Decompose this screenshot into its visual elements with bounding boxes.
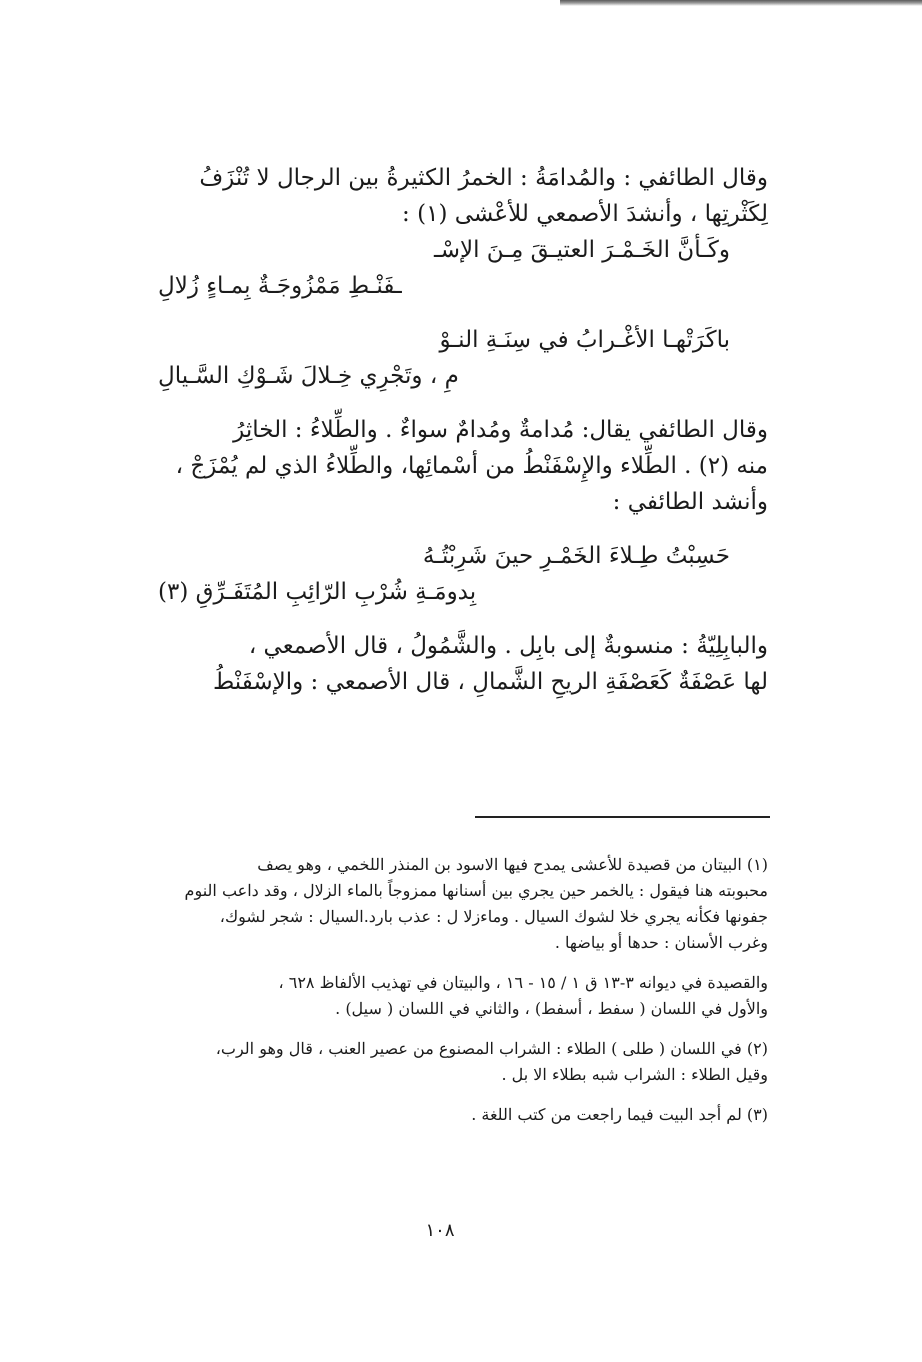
verse-hemistich: مِ ، وتَجْرِي خِـلالَ شَـوْكِ السَّـيالِ	[158, 363, 459, 389]
footnotes	[150, 852, 768, 1128]
main-text	[150, 160, 768, 700]
footnote-separator	[475, 816, 770, 818]
footnote-line: جفونها فكأنه يجري خلا لشوك السيال . وماءزلا ل : عذب بارد.السيال : شجر لشوك،	[219, 907, 768, 926]
footnote-line: (١) البيتان من قصيدة للأعشى يمدح فيها الاسود بن المنذر اللخمي ، وهو يصف	[257, 855, 768, 874]
footnote-line: وقيل الطلاء : الشراب شبه بطلاء الا بل .	[501, 1065, 768, 1084]
text-line: وقال الطائفي يقال: مُدامةٌ ومُدامٌ سواءٌ . والطِّلاءُ : الخاثِرُ	[233, 417, 768, 443]
verse-hemistich: ـفَنْـطِ مَمْزُوجَـةٌ بِمـاءٍ زُلالِ	[158, 273, 402, 299]
text-line: لِكَثْرتِها ، وأنشدَ الأصمعي للأعْشى (١) :	[402, 201, 768, 227]
footnote-line: محبوبته هنا فيقول : يالخمر حين يجري بين أسنانها ممزوجاً بالماء الزلال ، وقد داعب النوم	[184, 881, 768, 900]
text-line: وأنشد الطائفي :	[612, 489, 768, 515]
verse-hemistich: حَسِبْتُ طِـلاءَ الخَمْـرِ حينَ شَرِبْتُـهُ	[422, 543, 730, 569]
footnote-line: والأول في اللسان ( سفط ، أسفط) ، والثاني في اللسان ( سيل) .	[335, 999, 768, 1018]
footnote-line: (٢) في اللسان ( طلى ) الطلاء : الشراب المصنوع من عصير العنب ، قال وهو الرب،	[215, 1039, 768, 1058]
text-line: وقال الطائفي : والمُدامَةُ : الخمرُ الكثيرةُ بين الرجال لا تُنْزَفُ	[199, 165, 768, 191]
footnote-line: (٣) لم أجد البيت فيما راجعت من كتب اللغة .	[471, 1105, 768, 1124]
text-line: منه (٢) . الطِّلاء والإِسْفَنْطُ من أسْمائِها، والطِّلاءُ الذي لم يُمْزَجْ ،	[175, 453, 768, 479]
verse-hemistich: باكَرَتْهـا الأغْـرابُ في سِنَـةِ النـوْ	[439, 327, 730, 353]
verse-hemistich: بِدومَـةِ شُرْبِ الرّائِبِ المُتَفَـرِّقِ (٣)	[158, 579, 477, 605]
text-line: لها عَصْفَةٌ كَعَصْفَةِ الريحِ الشَّمالِ ، قال الأصمعي : والإسْفَنْطُ	[212, 669, 768, 695]
footnote-line: وغرب الأسنان : حدها أو بياضها .	[554, 933, 768, 952]
verse-hemistich: وكَـأنَّ الخَـمْـرَ العتيـقَ مِـنَ الإسْـ	[433, 237, 730, 263]
scan-edge	[560, 0, 922, 6]
page-number: ١٠٨	[425, 1220, 455, 1241]
footnote-line: والقصيدة في ديوانه ٣-١٣ ق ١ / ١٥ - ١٦ ، والبيتان في تهذيب الألفاظ ٦٢٨ ،	[278, 973, 768, 992]
text-line: والبابِلِيّةُ : منسوبةٌ إلى بابِل . والشَّمُولُ ، قال الأصمعي ،	[248, 633, 768, 659]
